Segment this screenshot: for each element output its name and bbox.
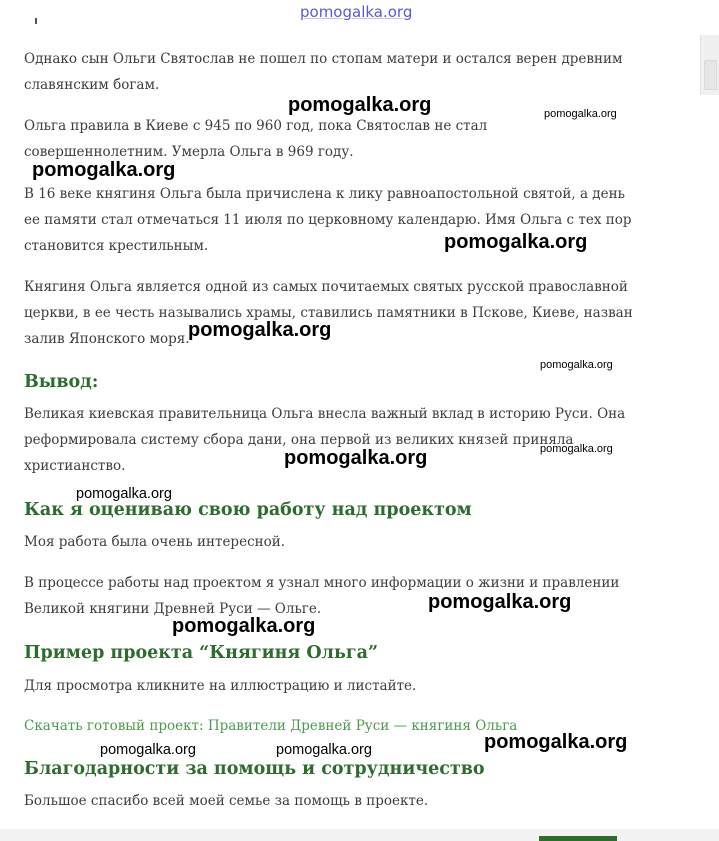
watermark: pomogalka.org [540, 443, 613, 455]
heading-thanks: Благодарности за помощь и сотрудничество [24, 759, 485, 779]
side-scrollbar-thumb[interactable] [704, 60, 717, 90]
watermark: pomogalka.org [284, 447, 428, 469]
paragraph-svyatoslav: Однако сын Ольги Святослав не пошел по стопам матери и остался верен древним славянским богам. [24, 51, 623, 93]
paragraph-canonization: В 16 веке княгиня Ольга была причислена к лику равноапостольной святой, а день ее памяти стал отмечаться 11 июля по церковному календарю. Имя Ольга с тех пор становится крестильным. [24, 186, 632, 254]
site-header-link[interactable]: pomogalka.org [300, 3, 413, 21]
paragraph-reign: Ольга правила в Киеве с 945 по 960 год, пока Святослав не стал совершеннолетним. Умерла Ольга в 969 году. [24, 118, 488, 160]
download-project-link[interactable]: Скачать готовый проект: Правители Древней Руси — княгиня Ольга [24, 718, 518, 734]
heading-conclusion: Вывод: [24, 372, 99, 392]
watermark: pomogalka.org [484, 731, 628, 753]
bottom-accent-bar [539, 836, 617, 841]
heading-evaluation: Как я оцениваю свою работу над проектом [24, 500, 472, 520]
watermark: pomogalka.org [100, 742, 196, 758]
watermark: pomogalka.org [188, 319, 332, 341]
watermark: pomogalka.org [428, 591, 572, 613]
heading-project-example: Пример проекта “Княгиня Ольга” [24, 643, 379, 663]
watermark: pomogalka.org [444, 231, 588, 253]
watermark: pomogalka.org [540, 359, 613, 371]
watermark: pomogalka.org [172, 615, 316, 637]
watermark: pomogalka.org [76, 486, 172, 502]
paragraph-view-instructions: Для просмотра кликните на иллюстрацию и листайте. [24, 678, 417, 694]
paragraph-learned: В процессе работы над проектом я узнал много информации о жизни и правлении Великой княгини Древней Руси — Ольге. [24, 575, 620, 617]
paragraph-conclusion: Великая киевская правительница Ольга внесла важный вклад в историю Руси. Она реформировала систему сбора дани, она первой из великих князей приняла христианство. [24, 406, 626, 474]
text-fragment-marker [35, 18, 37, 24]
watermark: pomogalka.org [544, 108, 617, 120]
watermark: pomogalka.org [32, 159, 176, 181]
watermark: pomogalka.org [288, 94, 432, 116]
watermark: pomogalka.org [276, 742, 372, 758]
paragraph-work-interesting: Моя работа была очень интересной. [24, 534, 286, 550]
paragraph-veneration: Княгиня Ольга является одной из самых почитаемых святых русской православной церкви, в ее честь назывались храмы, ставились памятники в Пскове, Киеве, назван залив Японского моря. [24, 279, 633, 347]
paragraph-thanks: Большое спасибо всей моей семье за помощь в проекте. [24, 793, 429, 809]
